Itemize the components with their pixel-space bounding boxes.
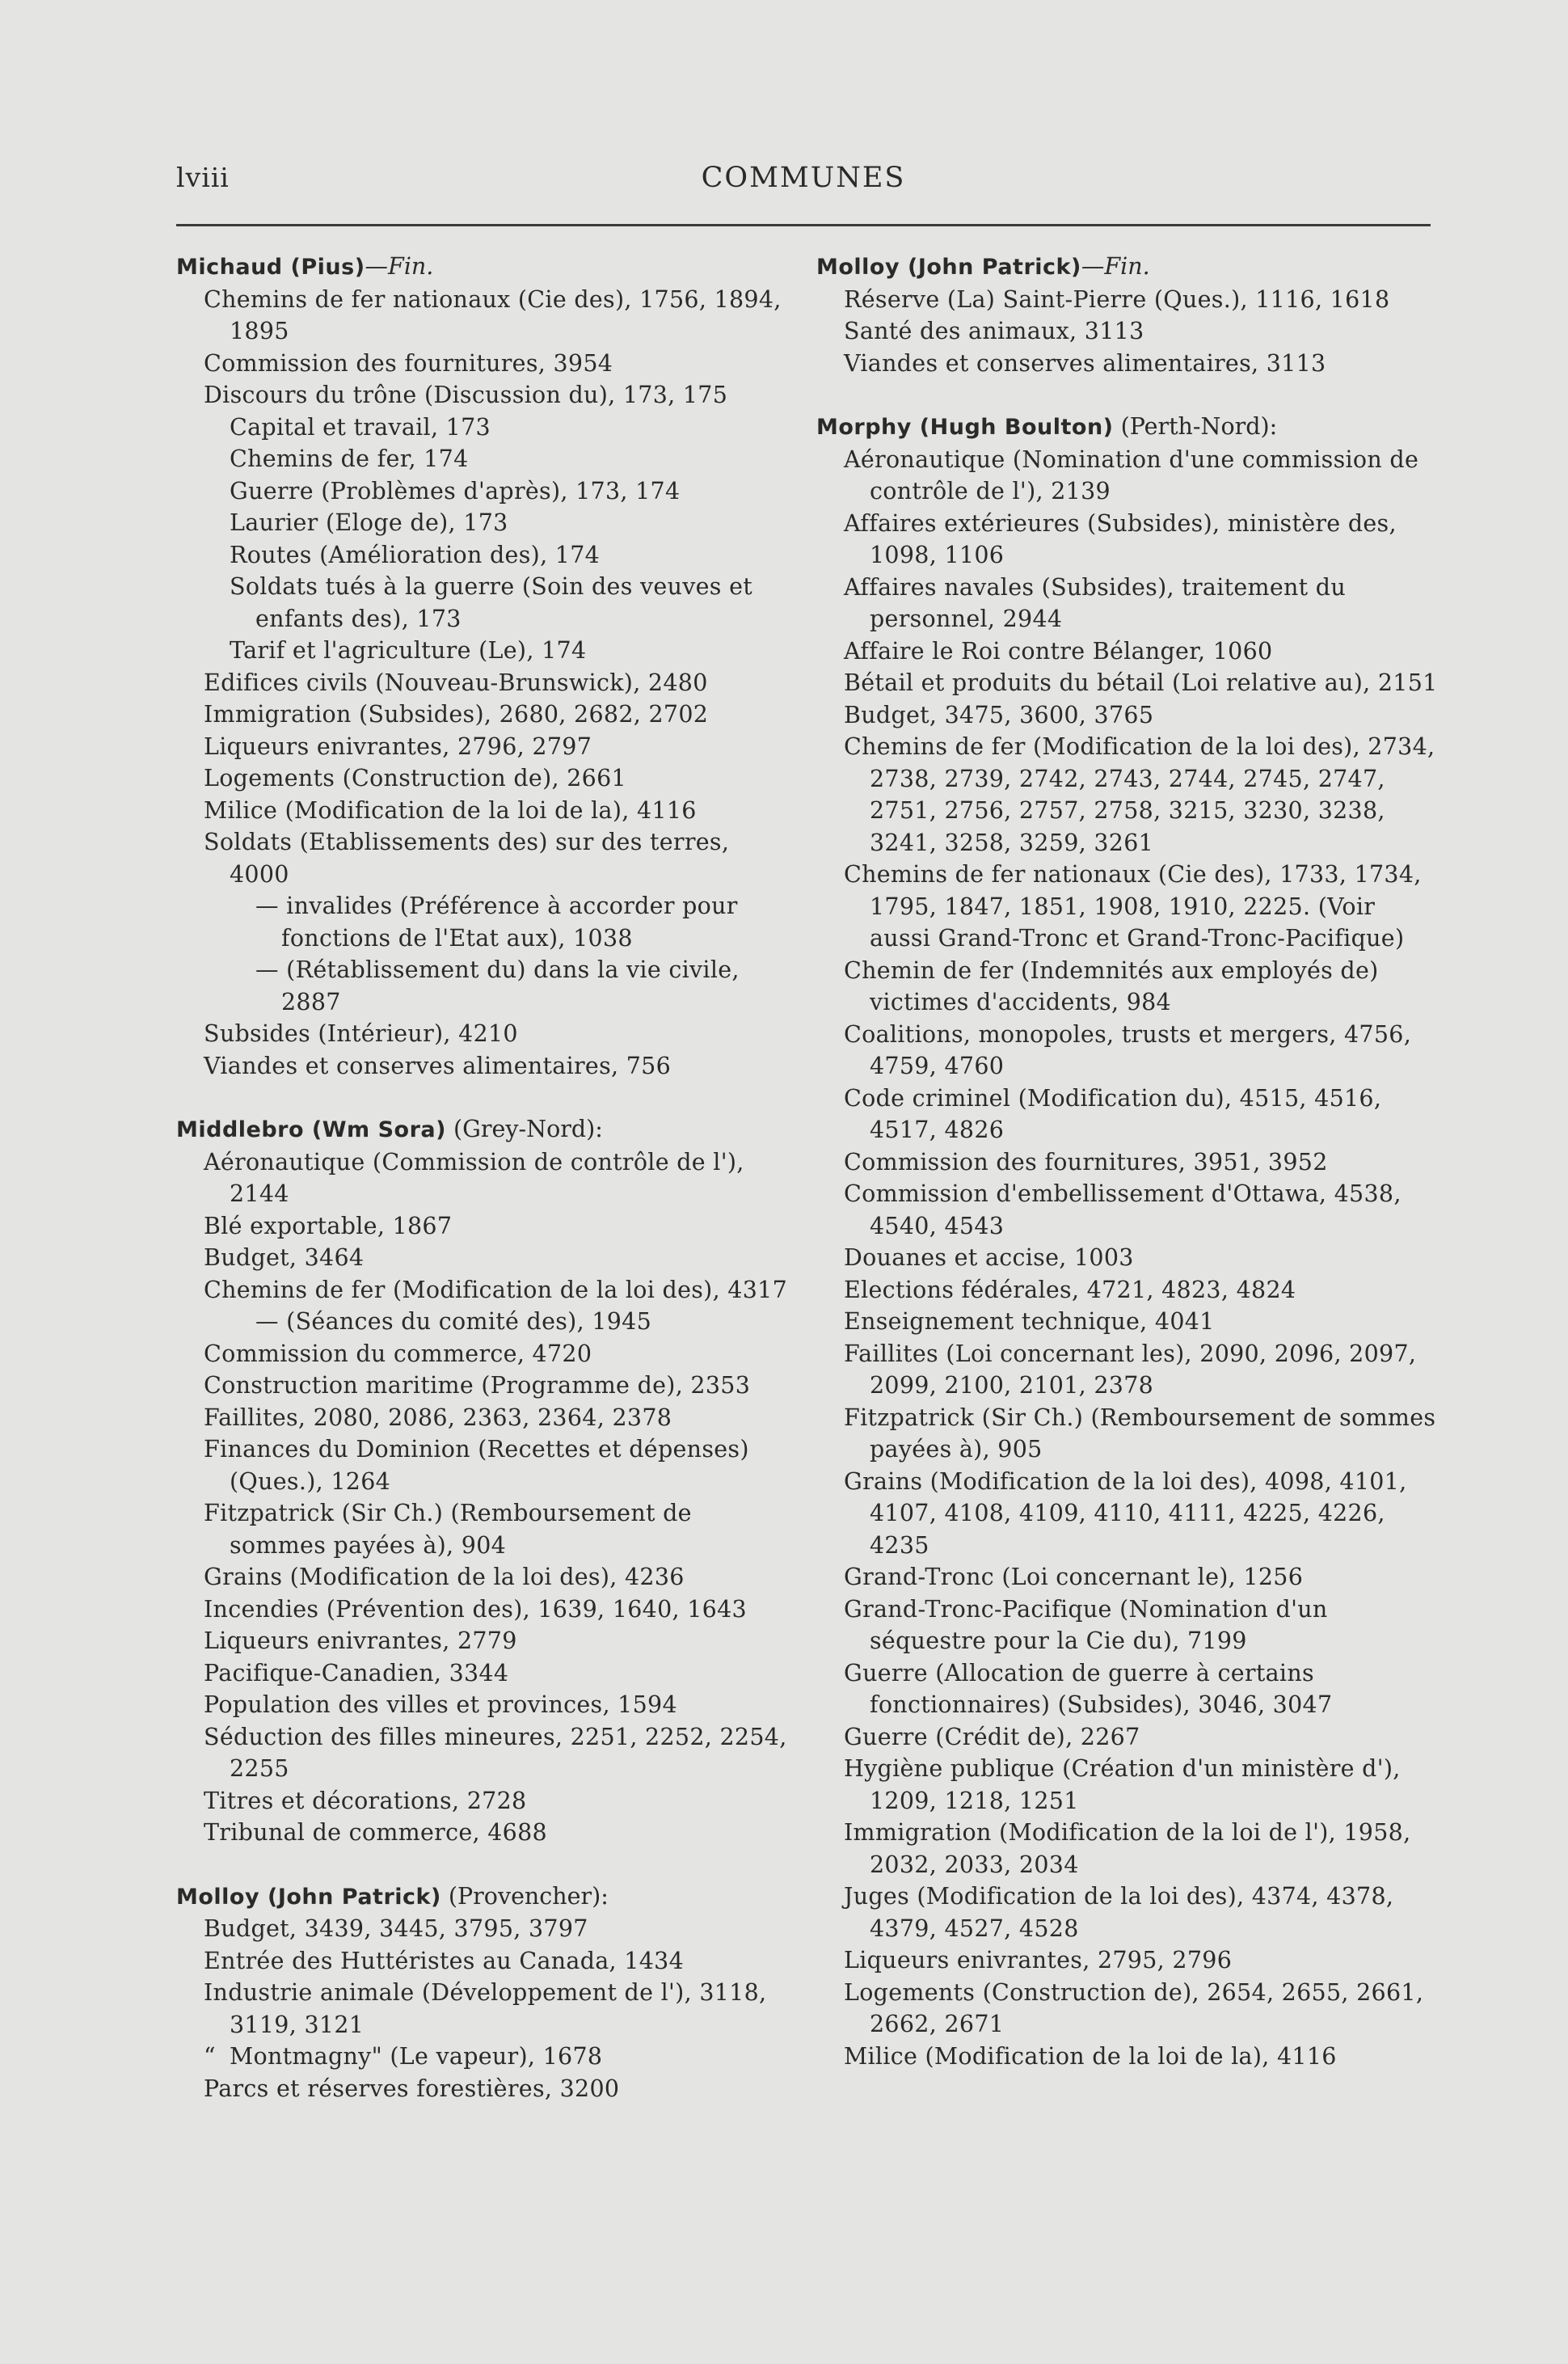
index-subentry [176, 1785, 790, 1817]
index-subentry [176, 1977, 790, 2041]
subentry-text: Logements (Construction de), 2661 [204, 765, 626, 792]
subentry-text: Liqueurs enivrantes, 2795, 2796 [844, 1947, 1233, 1974]
subentry-text: Construction maritime (Programme de), 2353 [204, 1372, 751, 1399]
subentry-text: Industrie animale (Développement de l'), 3118, 3119, 3121 [204, 1979, 767, 2038]
index-subentry [176, 1018, 790, 1050]
subentry-text: Routes (Amélioration des), 174 [230, 541, 601, 568]
index-subentry [176, 1146, 790, 1210]
subentry-text: Immigration (Subsides), 2680, 2682, 2702 [204, 701, 709, 728]
subentry-text: Grand-Tronc (Loi concernant le), 1256 [844, 1564, 1304, 1590]
index-subentry [176, 1306, 790, 1338]
subentry-text: — (Rétablissement du) dans la vie civile, 2887 [255, 956, 740, 1015]
subentry-text: Chemin de fer (Indemnités aux employés de) victimes d'accidents, 984 [844, 956, 1379, 1015]
subentry-text: Affaire le Roi contre Bélanger, 1060 [844, 637, 1273, 665]
member-name: Molloy (John Patrick) [816, 255, 1081, 280]
subentry-text: Fitzpatrick (Sir Ch.) (Remboursement de sommes payées à), 905 [844, 1404, 1436, 1463]
index-entry [816, 411, 1439, 2072]
subentry-text: Commission des fournitures, 3954 [204, 349, 613, 377]
subentry-text: Blé exportable, 1867 [204, 1212, 453, 1239]
subentry-text: Titres et décorations, 2728 [204, 1787, 527, 1814]
index-subentry [176, 731, 790, 763]
index-subentry [816, 444, 1439, 508]
index-subentry [816, 2041, 1439, 2073]
subentry-text: Montmagny" (Le vapeur), 1678 [230, 2043, 603, 2070]
index-subentry [816, 667, 1439, 699]
index-subentry [176, 1433, 790, 1497]
member-name: Middlebro (Wm Sora) [176, 1117, 446, 1142]
index-subentry [176, 667, 790, 699]
index-subentry [816, 1561, 1439, 1594]
index-subentry [816, 1083, 1439, 1146]
index-subentry [816, 1753, 1439, 1817]
subentry-text: Guerre (Allocation de guerre à certains fonctionnaires) (Subsides), 3046, 3047 [844, 1659, 1333, 1718]
header-rule [176, 224, 1431, 226]
index-subentry [816, 731, 1439, 859]
page-folio: lviii [176, 162, 230, 193]
index-subentry [176, 1370, 790, 1402]
index-subentry [176, 284, 790, 348]
entry-suffix: —Fin. [365, 253, 434, 280]
index-entry [816, 251, 1439, 379]
subentry-text: Coalitions, monopoles, trusts et mergers, 4756, 4759, 4760 [844, 1020, 1412, 1079]
index-entry [176, 1113, 790, 1849]
subentry-text: — (Séances du comité des), 1945 [255, 1308, 652, 1335]
index-entry [176, 251, 790, 1082]
subentry-text: Faillites (Loi concernant les), 2090, 2096, 2097, 2099, 2100, 2101, 2378 [844, 1340, 1417, 1399]
subentry-text: Aéronautique (Nomination d'une commission de contrôle de l'), 2139 [844, 445, 1419, 504]
index-subentry [816, 1817, 1439, 1881]
member-name: Molloy (John Patrick) [176, 1884, 441, 1910]
entry-heading [176, 1881, 790, 1914]
index-subentry [816, 1242, 1439, 1274]
left-column [176, 251, 790, 2136]
index-subentry [816, 348, 1439, 380]
index-subentry [176, 635, 790, 667]
index-subentry [816, 1721, 1439, 1754]
index-subentry [176, 1594, 790, 1626]
index-entry [176, 1881, 790, 2105]
index-subentry [176, 795, 790, 827]
index-subentry [816, 635, 1439, 668]
index-subentry [816, 1306, 1439, 1338]
subentry-text: Douanes et accise, 1003 [844, 1244, 1134, 1271]
index-subentry [816, 1146, 1439, 1179]
index-subentry [176, 2073, 790, 2105]
index-subentry [816, 1881, 1439, 1944]
index-subentry [176, 699, 790, 731]
index-subentry [816, 1402, 1439, 1466]
subentry-text: Juges (Modification de la loi des), 4374, 4378, 4379, 4527, 4528 [844, 1883, 1394, 1942]
index-subentry [176, 443, 790, 475]
subentry-text: Immigration (Modification de la loi de l'), 1958, 2032, 2033, 2034 [844, 1819, 1411, 1878]
subentry-text: Soldats tués à la guerre (Soin des veuves et enfants des), 173 [230, 573, 753, 632]
subentry-text: Liqueurs enivrantes, 2796, 2797 [204, 732, 592, 760]
subentry-text: Chemins de fer nationaux (Cie des), 1756, 1894, 1895 [204, 285, 782, 344]
subentry-text: Edifices civils (Nouveau-Brunswick), 2480 [204, 669, 708, 696]
subentry-text: Code criminel (Modification du), 4515, 4516, 4517, 4826 [844, 1084, 1382, 1143]
subentry-text: Commission des fournitures, 3951, 3952 [844, 1148, 1328, 1176]
entry-suffix: —Fin. [1081, 253, 1150, 280]
subentry-text: Elections fédérales, 4721, 4823, 4824 [844, 1276, 1296, 1303]
index-subentry [176, 1913, 790, 1945]
index-subentry [176, 1050, 790, 1083]
index-subentry [816, 1274, 1439, 1307]
index-subentry [176, 1274, 790, 1307]
subentry-text: Finances du Dominion (Recettes et dépenses) (Ques.), 1264 [204, 1436, 749, 1495]
index-subentry [176, 1817, 790, 1849]
index-subentry [816, 1977, 1439, 2041]
index-subentry [816, 1019, 1439, 1083]
subentry-text: Discours du trône (Discussion du), 173, 175 [204, 382, 728, 408]
entry-suffix: (Grey-Nord): [445, 1116, 603, 1142]
index-subentry [176, 1210, 790, 1243]
index-subentry [176, 954, 790, 1018]
index-subentry [176, 1497, 790, 1561]
index-subentry [816, 508, 1439, 572]
subentry-text: Population des villes et provinces, 1594 [204, 1691, 677, 1718]
index-subentry [176, 826, 790, 890]
subentry-text: Tribunal de commerce, 4688 [204, 1819, 547, 1846]
index-subentry [176, 1402, 790, 1434]
member-name: Michaud (Pius) [176, 255, 365, 280]
subentry-text: Santé des animaux, 3113 [844, 318, 1144, 344]
index-subentry [176, 1625, 790, 1657]
index-subentry [176, 890, 790, 954]
subentry-text: Incendies (Prévention des), 1639, 1640, 1643 [204, 1595, 747, 1623]
index-subentry [176, 1561, 790, 1594]
index-subentry [816, 955, 1439, 1019]
index-subentry [816, 284, 1439, 316]
subentry-text: Grains (Modification de la loi des), 4236 [204, 1564, 685, 1590]
index-subentry [816, 1178, 1439, 1242]
subentry-text: Chemins de fer (Modification de la loi des), 2734, 2738, 2739, 2742, 2743, 2744, 2745, 2747, 2751, 2756, 2757, 2758, 3215, 3230, 3238, 3241, 3258, 3259, 3261 [844, 733, 1435, 856]
subentry-text: Tarif et l'agriculture (Le), 174 [230, 637, 587, 664]
index-subentry [176, 475, 790, 508]
index-subentry [176, 507, 790, 539]
subentry-text: Affaires extérieures (Subsides), ministère des, 1098, 1106 [844, 509, 1397, 568]
running-title: COMMUNES [701, 162, 906, 194]
subentry-text: Chemins de fer nationaux (Cie des), 1733, 1734, 1795, 1847, 1851, 1908, 1910, 2225. (Voir aussi Grand-Tronc et Grand-Tronc-Pacifique) [844, 861, 1422, 952]
subentry-text: Affaires navales (Subsides), traitement du personnel, 2944 [844, 573, 1346, 632]
index-subentry [176, 1657, 790, 1690]
index-subentry [816, 1944, 1439, 1977]
subentry-text: Séduction des filles mineures, 2251, 2252, 2254, 2255 [204, 1723, 787, 1782]
index-subentry [176, 379, 790, 412]
subentry-text: Commission du commerce, 4720 [204, 1340, 592, 1367]
entry-suffix: (Provencher): [440, 1882, 609, 1910]
right-column [816, 251, 1439, 2104]
entry-heading [176, 251, 790, 284]
subentry-text: Hygiène publique (Création d'un ministère d'), 1209, 1218, 1251 [844, 1755, 1401, 1814]
index-subentry [176, 348, 790, 380]
subentry-text: — invalides (Préférence à accorder pour fonctions de l'Etat aux), 1038 [255, 893, 738, 952]
subentry-text: Milice (Modification de la loi de la), 4116 [204, 796, 697, 824]
subentry-text: Liqueurs enivrantes, 2779 [204, 1627, 517, 1654]
subentry-text: Grains (Modification de la loi des), 4098, 4101, 4107, 4108, 4109, 4110, 4111, 4225, 4226, 4235 [844, 1467, 1407, 1559]
subentry-text: Commission d'embellissement d'Ottawa, 4538, 4540, 4543 [844, 1180, 1402, 1239]
subentry-text: Budget, 3464 [204, 1244, 365, 1271]
subentry-text: Faillites, 2080, 2086, 2363, 2364, 2378 [204, 1404, 672, 1431]
index-subentry [176, 1242, 790, 1274]
index-subentry [816, 1594, 1439, 1657]
entry-heading [816, 251, 1439, 284]
index-subentry [176, 762, 790, 795]
subentry-text: Viandes et conserves alimentaires, 3113 [844, 349, 1326, 377]
subentry-text: Budget, 3475, 3600, 3765 [844, 701, 1154, 728]
subentry-text: Réserve (La) Saint-Pierre (Ques.), 1116, 1618 [844, 285, 1390, 313]
subentry-text: Chemins de fer, 174 [230, 445, 469, 472]
index-subentry [816, 859, 1439, 955]
subentry-text: Viandes et conserves alimentaires, 756 [204, 1052, 672, 1079]
index-subentry [816, 1657, 1439, 1721]
index-subentry [176, 571, 790, 635]
index-subentry [816, 572, 1439, 635]
subentry-text: Aéronautique (Commission de contrôle de l'), 2144 [204, 1148, 744, 1207]
subentry-text: Pacifique-Canadien, 3344 [204, 1659, 509, 1686]
subentry-text: Guerre (Problèmes d'après), 173, 174 [230, 477, 681, 504]
index-subentry [816, 1338, 1439, 1402]
index-subentry [816, 699, 1439, 732]
entry-heading [816, 411, 1439, 444]
index-subentry [816, 1466, 1439, 1562]
subentry-text: Fitzpatrick (Sir Ch.) (Remboursement de sommes payées à), 904 [204, 1500, 692, 1559]
subentry-text: Bétail et produits du bétail (Loi relative au), 2151 [844, 669, 1438, 696]
subentry-text: Capital et travail, 173 [230, 413, 491, 441]
subentry-text: Budget, 3439, 3445, 3795, 3797 [204, 1915, 588, 1942]
index-subentry [176, 539, 790, 572]
page-header [176, 162, 1431, 210]
index-subentry [176, 412, 790, 444]
subentry-text: Entrée des Huttéristes au Canada, 1434 [204, 1947, 685, 1974]
subentry-text: Subsides (Intérieur), 4210 [204, 1020, 518, 1047]
subentry-text: Logements (Construction de), 2654, 2655, 2661, 2662, 2671 [844, 1978, 1424, 2037]
subentry-text: Grand-Tronc-Pacifique (Nomination d'un séquestre pour la Cie du), 7199 [844, 1595, 1328, 1654]
subentry-text: Soldats (Etablissements des) sur des terres, 4000 [204, 829, 730, 888]
index-subentry [176, 1338, 790, 1370]
subentry-text: Milice (Modification de la loi de la), 4116 [844, 2042, 1337, 2070]
ditto-mark: “ [204, 2043, 216, 2070]
index-subentry [176, 1721, 790, 1785]
entry-heading [176, 1113, 790, 1146]
member-name: Morphy (Hugh Boulton) [816, 415, 1114, 440]
index-subentry [816, 315, 1439, 348]
entry-suffix: (Perth-Nord): [1113, 413, 1278, 440]
index-subentry [176, 2041, 790, 2073]
index-subentry [176, 1689, 790, 1721]
subentry-text: Guerre (Crédit de), 2267 [844, 1723, 1140, 1750]
subentry-text: Enseignement technique, 4041 [844, 1308, 1215, 1335]
subentry-text: Chemins de fer (Modification de la loi des), 4317 [204, 1276, 788, 1303]
index-subentry [176, 1945, 790, 1978]
subentry-text: Laurier (Eloge de), 173 [230, 509, 508, 536]
subentry-text: Parcs et réserves forestières, 3200 [204, 2075, 620, 2102]
